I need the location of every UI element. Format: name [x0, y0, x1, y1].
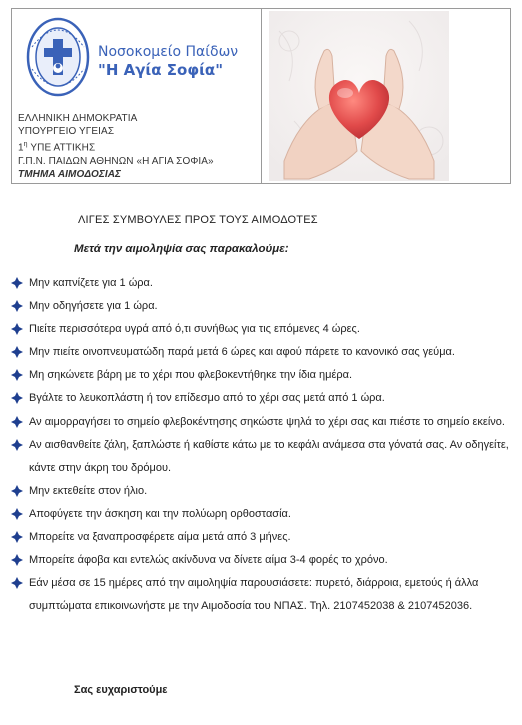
tip-item	[10, 387, 510, 410]
diamond-bullet-icon	[11, 485, 23, 497]
tip-item	[10, 480, 510, 503]
tip-text: Αν αιμορραγήσει το σημείο φλεβοκέντησης σηκώστε ψηλά το χέρι σας και πιέστε το σημείο εκείνο.	[29, 415, 505, 428]
diamond-bullet-icon	[11, 392, 23, 404]
diamond-bullet-icon	[11, 416, 23, 428]
tips-list	[10, 272, 510, 618]
diamond-bullet-icon	[11, 439, 23, 451]
logo-line-1: Νοσοκομείο Παίδων	[98, 44, 239, 60]
tip-text: Μην πιείτε οινοπνευματώδη παρά μετά 6 ώρες και αφού πάρετε το κανονικό σας γεύμα.	[29, 346, 455, 359]
diamond-bullet-icon	[11, 346, 23, 358]
logo-text	[98, 43, 238, 79]
tip-text: Μπορείτε άφοβα και εντελώς ακίνδυνα να δίνετε αίμα 3-4 φορές το χρόνο.	[29, 554, 388, 567]
tip-item	[10, 503, 510, 526]
administration-block	[18, 112, 214, 181]
tip-item	[10, 526, 510, 549]
document-subtitle: Μετά την αιμοληψία σας παρακαλούμε:	[74, 243, 289, 255]
tip-item	[10, 572, 510, 618]
tip-item	[10, 272, 510, 295]
admin-hospital: Γ.Π.Ν. ΠΑΙΔΩΝ ΑΘΗΝΩΝ «Η ΑΓΙΑ ΣΟΦΙΑ»	[18, 155, 214, 167]
tip-text: Αποφύγετε την άσκηση και την πολύωρη ορθοστασία.	[29, 507, 291, 520]
diamond-bullet-icon	[11, 577, 23, 589]
admin-ministry: ΥΠΟΥΡΓΕΙΟ ΥΓΕΙΑΣ	[18, 126, 115, 138]
tip-text: Πιείτε περισσότερα υγρά από ό,τι συνήθως για τις επόμενες 4 ώρες.	[29, 323, 360, 336]
admin-department: ΤΜΗΜΑ ΑΙΜΟΔΟΣΙΑΣ	[18, 169, 122, 181]
logo-line-2: "Η Αγία Σοφία"	[98, 61, 224, 79]
tip-text: Αν αισθανθείτε ζάλη, ξαπλώστε ή καθίστε κάτω με το κεφάλι ανάμεσα στα γόνατά σας. Αν οδηγείτε, κάντε στην άκρη του δρόμου.	[29, 438, 509, 474]
hospital-logo	[26, 17, 256, 97]
tip-text: Βγάλτε το λευκοπλάστη ή τον επίδεσμο από το χέρι σας μετά από 1 ώρα.	[29, 392, 385, 405]
diamond-bullet-icon	[11, 369, 23, 381]
header-divider	[261, 9, 262, 183]
header-table	[11, 8, 511, 184]
tip-text: Μην καπνίζετε για 1 ώρα.	[29, 277, 153, 289]
hospital-seal-icon	[26, 17, 90, 97]
tip-item	[10, 295, 510, 318]
tip-text: Μην εκτεθείτε στον ήλιο.	[29, 484, 148, 497]
tip-item	[10, 434, 510, 480]
closing-thanks: Σας ευχαριστούμε	[74, 684, 168, 696]
diamond-bullet-icon	[11, 531, 23, 543]
tip-text: Εάν μέσα σε 15 ημέρες από την αιμοληψία παρουσιάσετε: πυρετό, διάρροια, εμετούς ή άλλα συμπτώματα επικοινωνήστε με την Αιμοδοσία του ΝΠΑΣ. Τηλ. 2107452038 & 2107452036.	[29, 577, 479, 613]
tip-item	[10, 318, 510, 341]
diamond-bullet-icon	[11, 554, 23, 566]
diamond-bullet-icon	[11, 300, 23, 312]
tip-item	[10, 364, 510, 387]
diamond-bullet-icon	[11, 508, 23, 520]
tip-text: Μπορείτε να ξαναπροσφέρετε αίμα μετά από 3 μήνες.	[29, 531, 291, 544]
tip-item	[10, 549, 510, 572]
document-title: ΛΙΓΕΣ ΣΥΜΒΟΥΛΕΣ ΠΡΟΣ ΤΟΥΣ ΑΙΜΟΔΟΤΕΣ	[78, 214, 318, 226]
tip-text: Μη σηκώνετε βάρη με το χέρι που φλεβοκεντήθηκε την ίδια ημέρα.	[29, 369, 353, 382]
diamond-bullet-icon	[11, 323, 23, 335]
diamond-bullet-icon	[11, 277, 23, 289]
admin-republic: ΕΛΛΗΝΙΚΗ ΔΗΜΟΚΡΑΤΙΑ	[18, 113, 138, 124]
tip-item	[10, 411, 510, 434]
tip-item	[10, 341, 510, 364]
admin-region: $1^\eta$ ΥΠΕ ΑΤΤΙΚΗΣ	[18, 141, 96, 154]
hands-holding-heart-icon	[269, 11, 449, 181]
tip-text: Μην οδηγήσετε για 1 ώρα.	[29, 300, 158, 313]
